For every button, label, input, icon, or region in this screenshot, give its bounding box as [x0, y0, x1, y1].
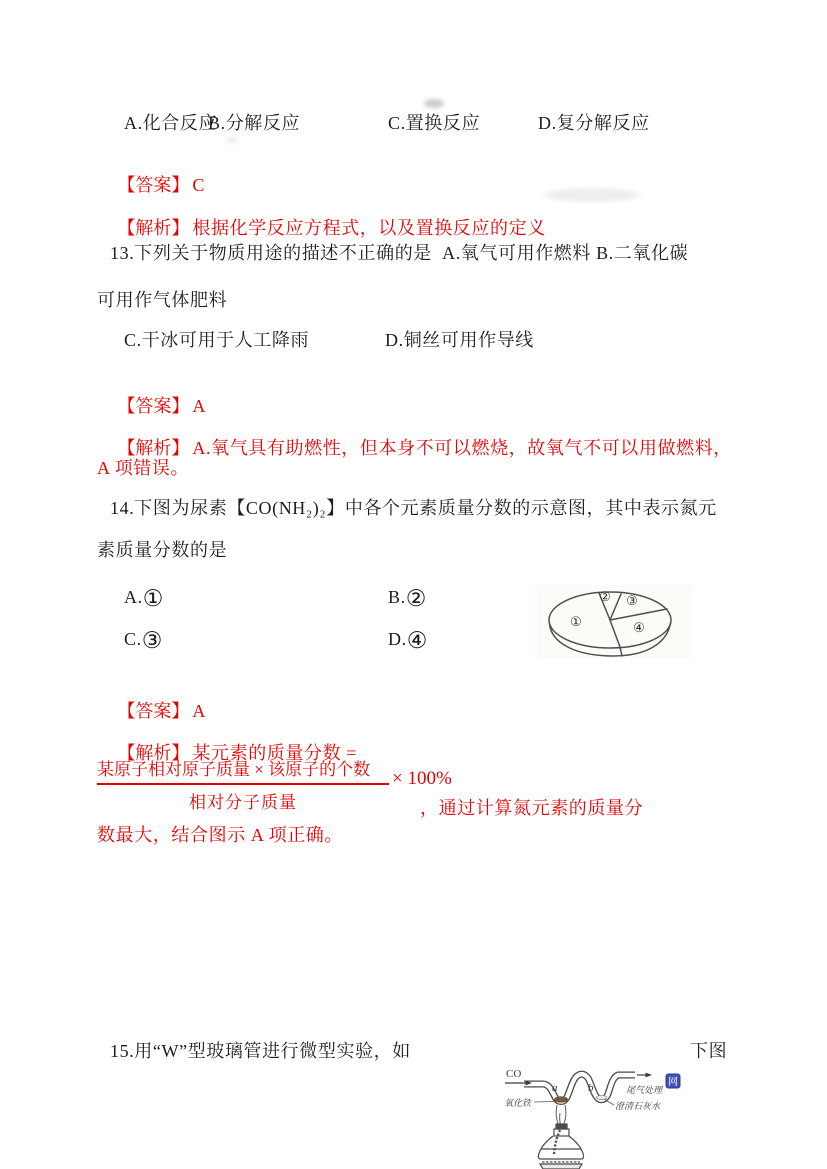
scan-artifact [424, 99, 444, 108]
pie-slice-label-2: ② [599, 589, 611, 604]
option-letter: D. [388, 629, 407, 649]
iron-oxide-sample [555, 1097, 568, 1103]
analysis-tag: 【解析】 [117, 438, 190, 458]
q12-option-d: D.复分解反应 [538, 113, 650, 133]
q14-stem-line2: 素质量分数的是 [97, 540, 228, 560]
q13-option-c: C.干冰可用于人工降雨 [124, 330, 310, 350]
analysis-tag: 【解析】 [117, 743, 190, 763]
circled-number: ① [142, 586, 164, 611]
answer-value: C [192, 175, 206, 195]
q12-option-b: B.分解反应 [208, 113, 301, 133]
q15-stem-right: 下图 [690, 1041, 728, 1061]
q13-stem-line2: 可用作气体肥料 [97, 290, 228, 310]
w-tube-experiment-figure [498, 1063, 713, 1169]
pie-slice-label-3: ③ [626, 593, 638, 608]
q14-option-a [124, 586, 163, 610]
svg-text:网: 网 [668, 1077, 678, 1088]
option-letter: B. [388, 587, 406, 607]
pie-slice-label-1: ① [570, 614, 582, 629]
answer-tag: 【答案】 [117, 396, 190, 416]
alcohol-lamp [539, 1124, 584, 1169]
option-letter: C. [124, 629, 142, 649]
scan-artifact [544, 188, 640, 202]
q15-stem: 15.用“W”型玻璃管进行微型实验，如 [110, 1041, 411, 1061]
circled-number: ③ [141, 628, 163, 653]
tail-gas-label: 尾气处理 [626, 1085, 663, 1095]
formula-multiplier: × 100% [392, 768, 452, 789]
q13-analysis-line1 [97, 414, 732, 483]
point-a-label: a [552, 1082, 558, 1094]
circled-number: ④ [406, 628, 428, 653]
formula-fraction-bar [97, 783, 389, 785]
answer-value: A [192, 701, 207, 721]
answer-value: A [192, 396, 207, 416]
formula-numerator: 某原子相对原子质量 × 该原子的个数 [97, 755, 370, 784]
q13-option-d: D.铜丝可用作导线 [385, 330, 534, 350]
pie-slice-label-4: ④ [633, 620, 645, 635]
option-letter: A. [124, 587, 143, 607]
iron-oxide-label: 氧化铁 [504, 1098, 532, 1108]
formula-denominator: 相对分子质量 [189, 793, 297, 812]
answer-tag: 【答案】 [117, 175, 190, 195]
q12-option-a: A.化合反应 [124, 113, 218, 133]
analysis-text: 根据化学反应方程式，以及置换反应的定义 [192, 218, 546, 238]
analysis-tag: 【解析】 [117, 218, 190, 238]
q14-option-d [388, 628, 427, 652]
watermark-web-icon [666, 1074, 680, 1088]
co-gas-label: CO [506, 1068, 522, 1080]
q14-stem-line1: 14.下图为尿素【CO(NH₂)₂】中各个元素质量分数的示意图，其中表示氮元 [110, 498, 717, 518]
limewater-label: 澄清石灰水 [615, 1101, 661, 1111]
q13-stem-line1: 13.下列关于物质用途的描述不正确的是 A.氧气可用作燃料 B.二氧化碳 [110, 243, 689, 263]
point-b-label: b [588, 1082, 594, 1094]
pie-chart-figure [537, 585, 693, 658]
q13-analysis-line2: A 项错误。 [97, 458, 190, 478]
analysis-text: 某元素的质量分数 = [192, 743, 358, 763]
analysis-text: A.氧气具有助燃性，但本身不可以燃烧，故氧气不可以用做燃料， [192, 438, 732, 458]
circled-number: ② [405, 586, 427, 611]
w-glass-tube [524, 1074, 635, 1101]
q14-option-b [388, 586, 426, 610]
q12-option-c: C.置换反应 [388, 113, 481, 133]
limewater-sample [596, 1096, 607, 1100]
q14-analysis-cont2: 数最大，结合图示 A 项正确。 [97, 825, 344, 845]
scan-artifact [226, 137, 238, 143]
q14-option-c [124, 628, 162, 652]
q14-analysis-cont1: ，通过计算氮元素的质量分 [420, 798, 644, 818]
answer-tag: 【答案】 [117, 701, 190, 721]
